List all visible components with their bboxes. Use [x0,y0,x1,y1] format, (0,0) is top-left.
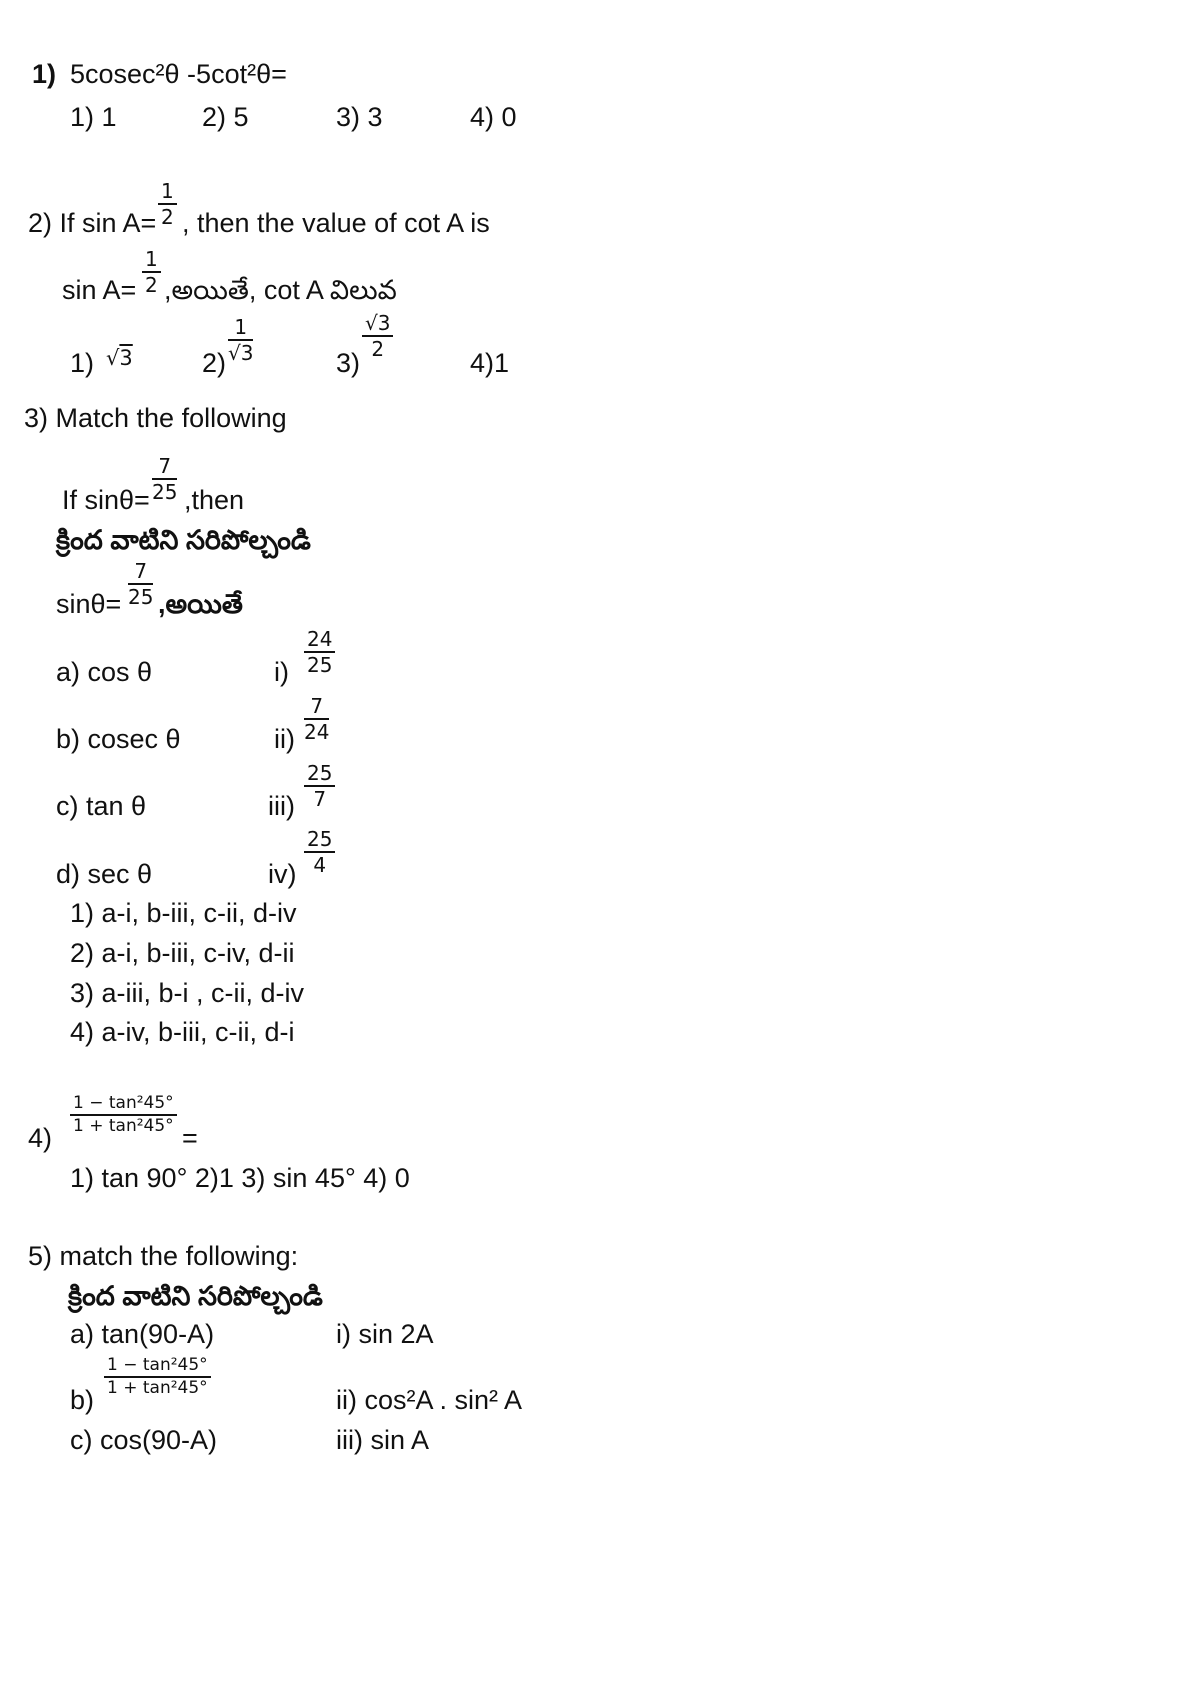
q5-b-fraction-denominator: 1 + tan²45° [107,1378,208,1398]
q3-fraction [152,455,177,503]
q3-telugu-fraction [128,560,153,608]
q1-option-3: 3) 3 [336,102,383,132]
q2-option-4: 4)1 [470,348,510,378]
q5-left-c: c) cos(90-A) [70,1425,218,1455]
q2-fraction [158,180,177,228]
q3-telugu-prefix: sinθ= [56,589,122,619]
q3-title: 3) Match the following [24,403,287,433]
q2-option-2-denominator: √3 [228,341,254,365]
q3-left-d: d) sec θ [56,859,153,889]
q5-b-fraction-numerator: 1 − tan²45° [104,1356,211,1378]
q2-telugu-suffix: ,అయితే, cot A విలువ [164,275,397,305]
q3-right-fraction-iv-numerator: 25 [304,828,335,853]
q1-number: 1) [32,59,57,89]
q3-right-fraction-iii [304,762,335,810]
q3-right-fraction-ii-denominator: 24 [304,720,330,744]
q3-option-1: 1) a-i, b-iii, c-ii, d-iv [70,898,297,928]
q3-option-3: 3) a-iii, b-i , c-ii, d-iv [70,978,305,1008]
q3-right-fraction-i [304,628,335,676]
q3-left-b: b) cosec θ [56,724,181,754]
q3-right-label-i: i) [274,657,289,687]
q3-condition-prefix: If sinθ= [62,485,150,515]
q1-question: 5cosec²θ -5cot²θ= [70,59,287,89]
q1-option-1: 1) 1 [70,102,117,132]
q2-option-3-radicand: 3 [377,311,391,335]
q5-b-fraction [104,1356,211,1398]
q3-left-c: c) tan θ [56,791,147,821]
q2-option-2-numerator: 1 [228,316,253,341]
q1-option-2: 2) 5 [202,102,249,132]
q3-right-fraction-iii-numerator: 25 [304,762,335,787]
q2-telugu-fraction-denominator: 2 [145,273,158,297]
q3-telugu-title: క్రింద వాటిని సరిపోల్చండి [56,525,311,555]
q4-number: 4) [28,1123,53,1153]
q3-right-label-ii: ii) [274,724,295,754]
q3-left-a: a) cos θ [56,657,153,687]
q2-question-prefix: 2) If sin A= [28,208,157,238]
q5-title: 5) match the following: [28,1241,299,1271]
q2-option-1-radicand: 3 [119,346,133,370]
q2-option-3-label: 3) [336,348,361,378]
q4-equals: = [182,1123,198,1153]
q2-question-suffix: , then the value of cot A is [182,208,490,238]
q3-telugu-fraction-numerator: 7 [128,560,153,585]
q2-option-2-label: 2) [202,348,227,378]
q3-fraction-denominator: 25 [152,480,178,504]
q2-telugu-prefix: sin A= [62,275,137,305]
q4-options: 1) tan 90° 2)1 3) sin 45° 4) 0 [70,1163,410,1193]
q2-option-3-numerator: √3 [362,312,393,337]
q3-right-fraction-ii [304,695,329,743]
q2-option-2-radicand: 3 [240,341,254,365]
q2-fraction-numerator: 1 [158,180,177,205]
q2-option-3-denominator: 2 [371,337,385,361]
q3-fraction-numerator: 7 [152,455,177,480]
q3-telugu-suffix: ,అయితే [158,589,243,619]
q3-right-fraction-i-denominator: 25 [307,653,333,677]
q5-right-i: i) sin 2A [336,1319,434,1349]
q3-right-fraction-iv [304,828,335,876]
q3-right-fraction-ii-numerator: 7 [304,695,329,720]
q1-option-4: 4) 0 [470,102,517,132]
q3-condition-suffix: ,then [184,485,245,515]
q2-option-2-fraction [228,316,253,364]
q2-option-3-fraction [362,312,393,360]
q5-right-iii: iii) sin A [336,1425,430,1455]
q2-option-1-root: √3 [106,346,133,370]
q5-telugu-title: క్రింద వాటిని సరిపోల్చండి [68,1281,323,1311]
q3-right-fraction-i-numerator: 24 [304,628,335,653]
q3-right-label-iv: iv) [268,859,297,889]
q3-right-fraction-iv-denominator: 4 [313,853,327,877]
q2-telugu-fraction [142,248,161,296]
q5-left-b-label: b) [70,1385,95,1415]
q4-fraction [70,1094,177,1136]
q4-fraction-numerator: 1 − tan²45° [70,1094,177,1116]
q3-option-2: 2) a-i, b-iii, c-iv, d-ii [70,938,295,968]
q3-right-fraction-iii-denominator: 7 [313,787,327,811]
q2-fraction-denominator: 2 [161,205,174,229]
q5-right-ii: ii) cos²A . sin² A [336,1385,523,1415]
q3-option-4: 4) a-iv, b-iii, c-ii, d-i [70,1017,295,1047]
q3-right-label-iii: iii) [268,791,295,821]
q3-telugu-fraction-denominator: 25 [128,585,154,609]
q2-telugu-fraction-numerator: 1 [142,248,161,273]
q4-fraction-denominator: 1 + tan²45° [73,1116,174,1136]
q5-left-a: a) tan(90-A) [70,1319,215,1349]
q2-option-1-label: 1) [70,348,95,378]
